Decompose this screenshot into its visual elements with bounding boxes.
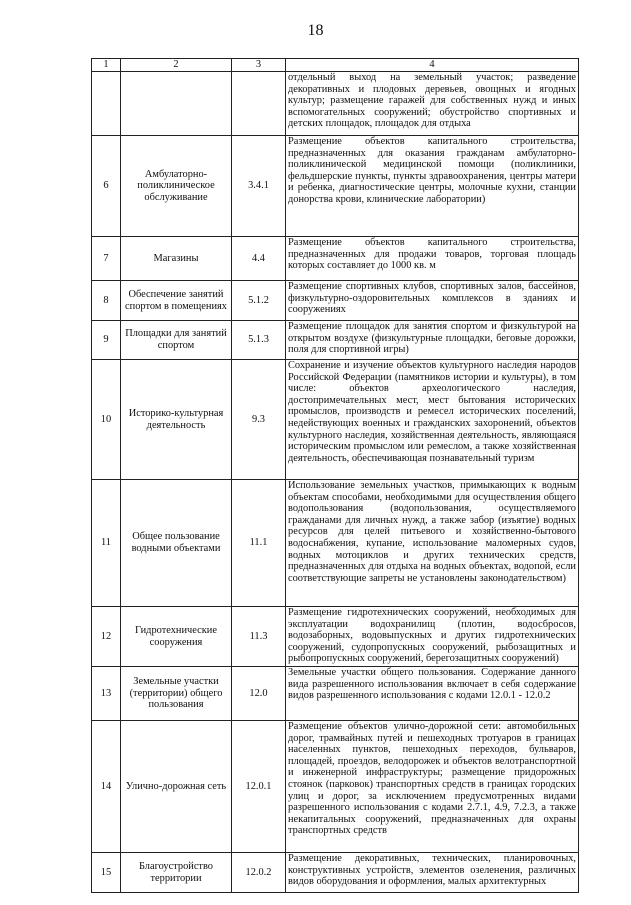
row-name: Общее пользование водными объектами: [121, 480, 232, 607]
row-number: 15: [92, 853, 121, 893]
row-name: Земельные участки (территории) общего пользования: [121, 667, 232, 721]
table-row: [92, 853, 579, 893]
header-col-3: 3: [232, 59, 286, 72]
row-number: 10: [92, 360, 121, 480]
row-code: 4.4: [232, 237, 286, 281]
row-name: Улично-дорожная сеть: [121, 721, 232, 853]
table-row: [92, 480, 579, 607]
row-number: 12: [92, 607, 121, 667]
row-code: [232, 72, 286, 136]
table-row: [92, 607, 579, 667]
row-description: Размещение объектов капитального строительства, предназначенных для оказания гражданам амбулаторно-поликлинической медицинской помощи (поликлиники, фельдшерские пункты, пункты здравоохранения, центры матери и ребенка, диагностические центры, молочные кухни, станции донорства крови, клинические лаборатории): [286, 136, 579, 237]
row-description: Размещение декоративных, технических, планировочных, конструктивных устройств, элементов озеленения, различных видов оборудования и оформления, малых архитектурных: [286, 853, 579, 893]
table-row: [92, 72, 579, 136]
land-use-table: [91, 58, 579, 893]
header-col-4: 4: [286, 59, 579, 72]
row-code: 11.1: [232, 480, 286, 607]
table-row: [92, 237, 579, 281]
row-description-continuation: отдельный выход на земельный участок; разведение декоративных и плодовых деревьев, овощных и ягодных культур; размещение гаражей для собственных нужд и иных вспомогательных сооружений; обустройство спортивных и детских площадок, площадок для отдыха: [286, 72, 579, 136]
row-description: Земельные участки общего пользования. Содержание данного вида разрешенного использования включает в себя содержание видов разрешенного использования с кодами 12.0.1 - 12.0.2: [286, 667, 579, 721]
table-row: [92, 721, 579, 853]
table-row: [92, 321, 579, 360]
table-row: [92, 281, 579, 321]
table-header-row: [92, 59, 579, 72]
row-number: 9: [92, 321, 121, 360]
row-description: Размещение объектов улично-дорожной сети: автомобильных дорог, трамвайных путей и пешеходных тротуаров в границах населенных пунктов, пешеходных переходов, бульваров, площадей, проездов, велодорожек и объектов велотранспортной и инженерной инфраструктуры; размещение придорожных стоянок (парковок) транспортных средств в границах городских улиц и дорог, за исключением предусмотренных видами разрешенного использования с кодами 2.7.1, 4.9, 7.2.3, а также некапитальных сооружений, предназначенных для охраны транспортных средств: [286, 721, 579, 853]
row-description: Размещение объектов капитального строительства, предназначенных для продажи товаров, торговая площадь которых составляет до 1000 кв. м: [286, 237, 579, 281]
row-description: Использование земельных участков, примыкающих к водным объектам способами, необходимыми для осуществления общего водопользования (водопользования, осуществляемого гражданами для личных нужд, а также забор (изъятие) водных ресурсов для целей питьевого и хозяйственно-бытового водоснабжения, купание, использование маломерных судов, водных мотоциклов и других технических средств, предназначенных для отдыха на водных объектах, водопой, если соответствующие запреты не установлены законодательством): [286, 480, 579, 607]
table-row: [92, 136, 579, 237]
row-name: Площадки для занятий спортом: [121, 321, 232, 360]
row-description: Размещение спортивных клубов, спортивных залов, бассейнов, физкультурно-оздоровительных комплексов в зданиях и сооружениях: [286, 281, 579, 321]
row-description: Сохранение и изучение объектов культурного наследия народов Российской Федерации (памятников истории и культуры), в том числе: объектов археологического наследия, достопримечательных мест, мест бытования исторических промыслов, производств и ремесел исторических поселений, недействующих военных и гражданских захоронений, объектов культурного наследия, хозяйственная деятельность, являющаяся историческим промыслом или ремеслом, а также хозяйственная деятельность, обеспечивающая познавательный туризм: [286, 360, 579, 480]
row-description: Размещение площадок для занятия спортом и физкультурой на открытом воздухе (физкультурные площадки, беговые дорожки, поля для спортивной игры): [286, 321, 579, 360]
row-name: Магазины: [121, 237, 232, 281]
row-name: Обеспечение занятий спортом в помещениях: [121, 281, 232, 321]
row-code: 9.3: [232, 360, 286, 480]
row-number: 14: [92, 721, 121, 853]
row-code: 11.3: [232, 607, 286, 667]
row-number: 6: [92, 136, 121, 237]
row-name: Амбулаторно-поликлиническое обслуживание: [121, 136, 232, 237]
row-name: Благоустройство территории: [121, 853, 232, 893]
row-code: 12.0.1: [232, 721, 286, 853]
row-name: Гидротехнические сооружения: [121, 607, 232, 667]
row-name: Историко-культурная деятельность: [121, 360, 232, 480]
row-name: [121, 72, 232, 136]
row-number: 13: [92, 667, 121, 721]
header-col-2: 2: [121, 59, 232, 72]
row-number: 8: [92, 281, 121, 321]
row-code: 12.0.2: [232, 853, 286, 893]
page-number: 18: [307, 22, 324, 39]
table-row: [92, 667, 579, 721]
header-col-1: 1: [92, 59, 121, 72]
row-code: 5.1.2: [232, 281, 286, 321]
row-code: 3.4.1: [232, 136, 286, 237]
row-code: 12.0: [232, 667, 286, 721]
row-number: 11: [92, 480, 121, 607]
table-row: [92, 360, 579, 480]
row-code: 5.1.3: [232, 321, 286, 360]
row-description: Размещение гидротехнических сооружений, необходимых для эксплуатации водохранилищ (плотин, водосбросов, водозаборных, водовыпускных и других гидротехнических сооружений, судопропускных сооружений, рыбозащитных и рыбопропускных сооружений, берегозащитных сооружений): [286, 607, 579, 667]
row-number: 7: [92, 237, 121, 281]
row-number: [92, 72, 121, 136]
